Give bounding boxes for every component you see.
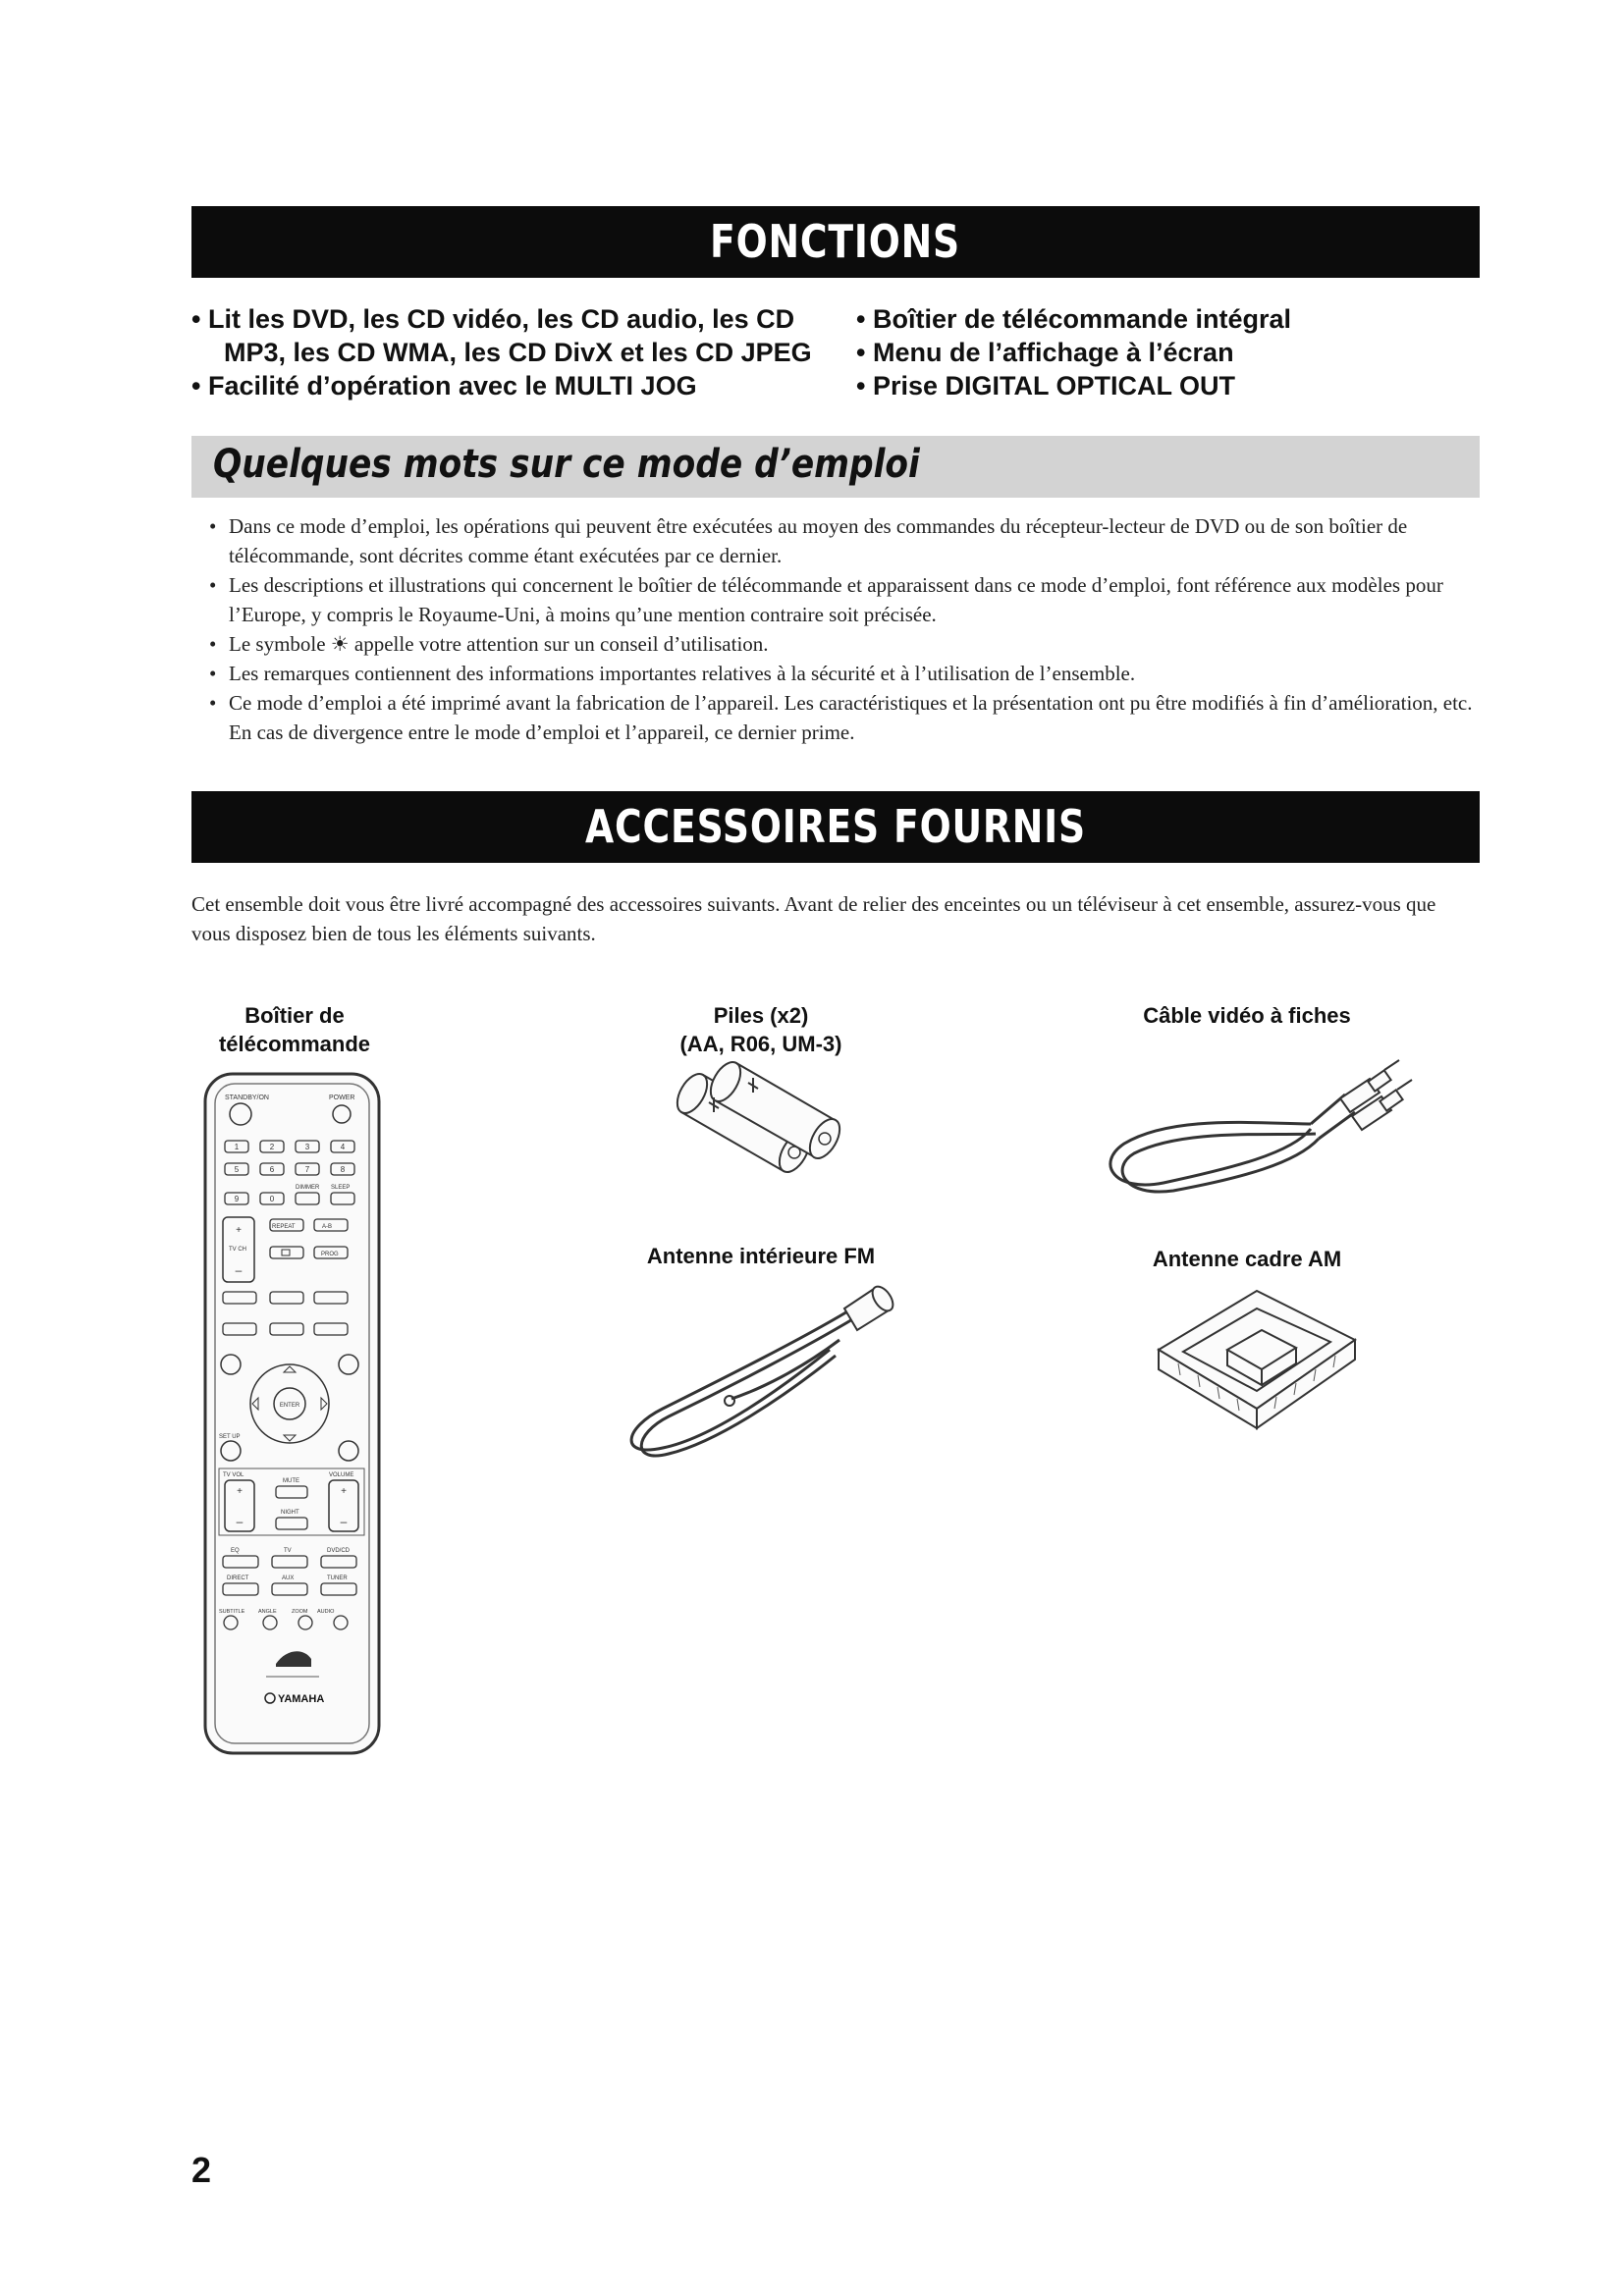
key-label: 8 — [340, 1165, 346, 1174]
svg-text:–: – — [340, 1515, 348, 1528]
feature-item: • Boîtier de télécommande intégral — [856, 304, 1292, 334]
accessoires-title: ACCESSOIRES FOURNIS — [584, 800, 1087, 853]
video-cable-caption: Câble vidéo à fiches — [1143, 1003, 1351, 1028]
remote-label: DVD/CD — [327, 1548, 351, 1554]
remote-label: REPEAT — [272, 1224, 296, 1230]
caption-line: Boîtier de — [244, 1003, 345, 1028]
list-item: • Les remarques contiennent des informations importantes relatives à la sécurité et à l’utilisation de l’ensemble. — [209, 659, 1486, 688]
batteries-caption — [628, 1001, 893, 1058]
remote-label: TV — [284, 1548, 292, 1554]
svg-text:+: + — [237, 1486, 243, 1497]
caption-line: (AA, R06, UM-3) — [679, 1032, 842, 1056]
caption-line: télécommande — [218, 1032, 371, 1056]
feature-item: • Menu de l’affichage à l’écran — [856, 338, 1234, 367]
accessoires-banner — [191, 791, 1480, 863]
key-label: 9 — [234, 1195, 240, 1203]
feature-item: MP3, les CD WMA, les CD DivX et les CD JPEG — [224, 338, 812, 367]
features-left — [191, 302, 812, 402]
remote-label: POWER — [329, 1095, 355, 1101]
remote-label: ANGLE — [258, 1609, 277, 1615]
svg-text:+: + — [341, 1486, 347, 1497]
remote-label: AUX — [282, 1575, 295, 1581]
key-label: 7 — [304, 1165, 310, 1174]
key-label: 0 — [269, 1195, 275, 1203]
remote-label: SET UP — [219, 1434, 241, 1440]
list-item: • Les descriptions et illustrations qui concernent le boîtier de télécommande et apparaissent dans ce mode d’emploi, font référence aux modèles pour l’Europe, y compris le Royaume-Uni, à moins qu’une mention contraire soit précisée. — [209, 570, 1486, 629]
remote-label: SUBTITLE — [219, 1609, 245, 1615]
fm-antenna-illustration — [604, 1271, 918, 1468]
features-right — [856, 302, 1291, 402]
remote-control-illustration — [201, 1070, 383, 1757]
remote-label: VOLUME — [329, 1472, 354, 1478]
list-item: • Ce mode d’emploi a été imprimé avant la fabrication de l’appareil. Les caractéristiques et la présentation ont pu être modifiés à fin d’amélioration, etc. En cas de divergence entre le mode d’emploi et l’appareil, ce dernier prime. — [209, 688, 1486, 747]
remote-label: ZOOM — [292, 1609, 308, 1615]
list-item: • Dans ce mode d’emploi, les opérations qui peuvent être exécutées au moyen des commandes du récepteur-lecteur de DVD ou de son boîtier de télécommande, sont décrites comme étant exécutées par ce dernier. — [209, 511, 1486, 570]
key-label: 3 — [304, 1143, 310, 1151]
svg-text:–: – — [235, 1263, 243, 1277]
remote-label: AUDIO — [317, 1609, 335, 1615]
am-antenna-illustration — [1139, 1281, 1375, 1438]
key-label: 5 — [234, 1165, 240, 1174]
remote-label: STANDBY/ON — [225, 1095, 269, 1101]
caption-line: Piles (x2) — [713, 1003, 809, 1028]
remote-label: NIGHT — [281, 1510, 299, 1516]
list-item: • Le symbole ☀ appelle votre attention sur un conseil d’utilisation. — [209, 629, 1486, 659]
feature-item: • Lit les DVD, les CD vidéo, les CD audio, les CD — [191, 304, 795, 334]
svg-text:–: – — [236, 1515, 244, 1528]
svg-text:+: + — [236, 1225, 242, 1236]
remote-label: EQ — [231, 1548, 240, 1554]
remote-brand-logo: YAMAHA — [278, 1693, 325, 1705]
remote-label: TV CH — [229, 1247, 246, 1253]
remote-label: A-B — [322, 1224, 333, 1230]
fonctions-title: FONCTIONS — [710, 215, 961, 268]
feature-item: • Facilité d’opération avec le MULTI JOG — [191, 371, 697, 400]
key-label: 1 — [234, 1143, 240, 1151]
remote-label: DIMMER — [296, 1185, 320, 1191]
accessoires-intro: Cet ensemble doit vous être livré accompagné des accessoires suivants. Avant de relier des enceintes ou un téléviseur à cet ensemble, assurez-vous que vous disposez bien de tous les éléments suivants. — [191, 892, 1436, 945]
remote-label: ENTER — [279, 1403, 300, 1409]
remote-label: TV VOL — [223, 1472, 244, 1478]
mode-emploi-title: Quelques mots sur ce mode d’emploi — [213, 442, 920, 487]
mode-emploi-list — [209, 511, 1486, 747]
key-label: 6 — [269, 1165, 275, 1174]
key-label: 4 — [340, 1143, 346, 1151]
video-cable-illustration — [1085, 1055, 1458, 1212]
remote-label: MUTE — [283, 1478, 299, 1484]
page-number: 2 — [191, 2150, 212, 2190]
batteries-illustration — [658, 1055, 864, 1202]
remote-caption — [172, 1001, 417, 1058]
remote-label: DIRECT — [227, 1575, 249, 1581]
mode-emploi-header — [191, 436, 1480, 498]
feature-item: • Prise DIGITAL OPTICAL OUT — [856, 371, 1236, 400]
key-label: 2 — [269, 1143, 275, 1151]
remote-label: SLEEP — [331, 1185, 351, 1191]
remote-label: TUNER — [327, 1575, 348, 1581]
am-antenna-caption: Antenne cadre AM — [1152, 1247, 1342, 1271]
remote-label: PROG — [321, 1252, 339, 1257]
fm-antenna-caption: Antenne intérieure FM — [646, 1244, 876, 1268]
fonctions-banner — [191, 206, 1480, 278]
